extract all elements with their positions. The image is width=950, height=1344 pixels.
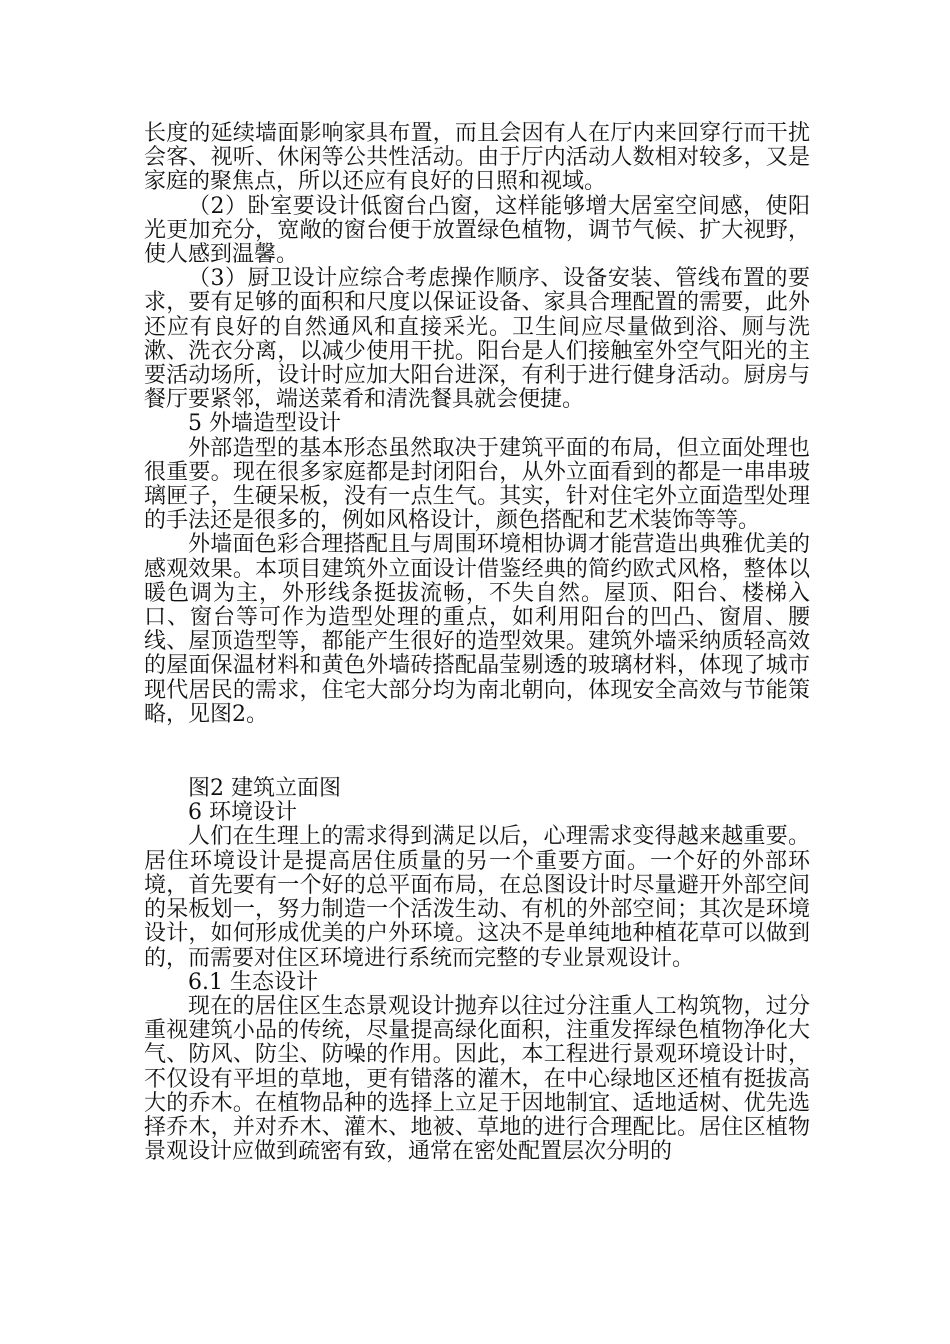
paragraph-exterior-form: 外部造型的基本形态虽然取决于建筑平面的布局，但立面处理也很重要。现在很多家庭都是封闭阳台，从外立面看到的都是一串串玻璃匣子，生硬呆板，没有一点生气。其实，针对住宅外立面造型处理的手法还是很多的，例如风格设计，颜色搭配和艺术装饰等等。 <box>144 435 810 534</box>
section-heading-5: 5 外墙造型设计 <box>188 411 341 437</box>
paragraph-environment: 人们在生理上的需求得到满足以后，心理需求变得越来越重要。居住环境设计是提高居住质量的另一个重要方面。一个好的外部环境，首先要有一个好的总平面布局，在总图设计时尽量避开外部空间的呆板划一，努力制造一个活泼生动、有机的外部空间；其次是环境设计，如何形成优美的户外环境。这决不是单纯地种植花草可以做到的，而需要对住区环境进行系统而完整的专业景观设计。 <box>144 824 810 971</box>
paragraph-ecology: 现在的居住区生态景观设计抛弃以往过分注重人工构筑物，过分重视建筑小品的传统，尽量提高绿化面积，注重发挥绿色植物净化大气、防风、防尘、防噪的作用。因此，本工程进行景观环境设计时，不仅设有平坦的草地，更有错落的灌木，在中心绿地区还植有挺拔高大的乔木。在植物品种的选择上立足于因地制宜、适地适树、优先选择乔木，并对乔木、灌木、地被、草地的进行合理配比。居住区植物景观设计应做到疏密有致，通常在密处配置层次分明的 <box>144 993 810 1165</box>
section-heading-6: 6 环境设计 <box>188 800 297 826</box>
figure-placeholder <box>144 727 810 777</box>
document-page <box>144 122 810 1164</box>
section-heading-6-1: 6.1 生态设计 <box>188 969 318 995</box>
paragraph-living-room: 长度的延续墙面影响家具布置，而且会因有人在厅内来回穿行而干扰会客、视听、休闲等公共性活动。由于厅内活动人数相对较多，又是家庭的聚焦点，所以还应有良好的日照和视域。 <box>144 121 810 195</box>
paragraph-bedroom: （2）卧室要设计低窗台凸窗，这样能够增大居室空间感，使阳光更加充分，宽敞的窗台便于放置绿色植物，调节气候、扩大视野，使人感到温馨。 <box>144 193 810 268</box>
paragraph-exterior-color: 外墙面色彩合理搭配且与周围环境相协调才能营造出典雅优美的感观效果。本项目建筑外立面设计借鉴经典的简约欧式风格，整体以暖色调为主，外形线条挺拔流畅，不失自然。屋顶、阳台、楼梯入口、窗台等可作为造型处理的重点，如利用阳台的凹凸、窗眉、腰线、屋顶造型等，都能产生很好的造型效果。建筑外墙采纳质轻高效的屋面保温材料和黄色外墙砖搭配晶莹剔透的玻璃材料，体现了城市现代居民的需求，住宅大部分均为南北朝向，体现安全高效与节能策略，见图2。 <box>144 532 810 727</box>
figure-caption: 图2 建筑立面图 <box>188 776 341 802</box>
paragraph-kitchen-bath: （3）厨卫设计应综合考虑操作顺序、设备安装、管线布置的要求，要有足够的面积和尺度以保证设备、家具合理配置的需要，此外还应有良好的自然通风和直接采光。卫生间应尽量做到浴、厕与洗漱、洗衣分离，以减少使用干扰。阳台是人们接触室外空气阳光的主要活动场所，设计时应加大阳台进深，有利于进行健身活动。厨房与餐厅要紧邻，端送菜肴和清洗餐具就会便捷。 <box>144 266 810 413</box>
